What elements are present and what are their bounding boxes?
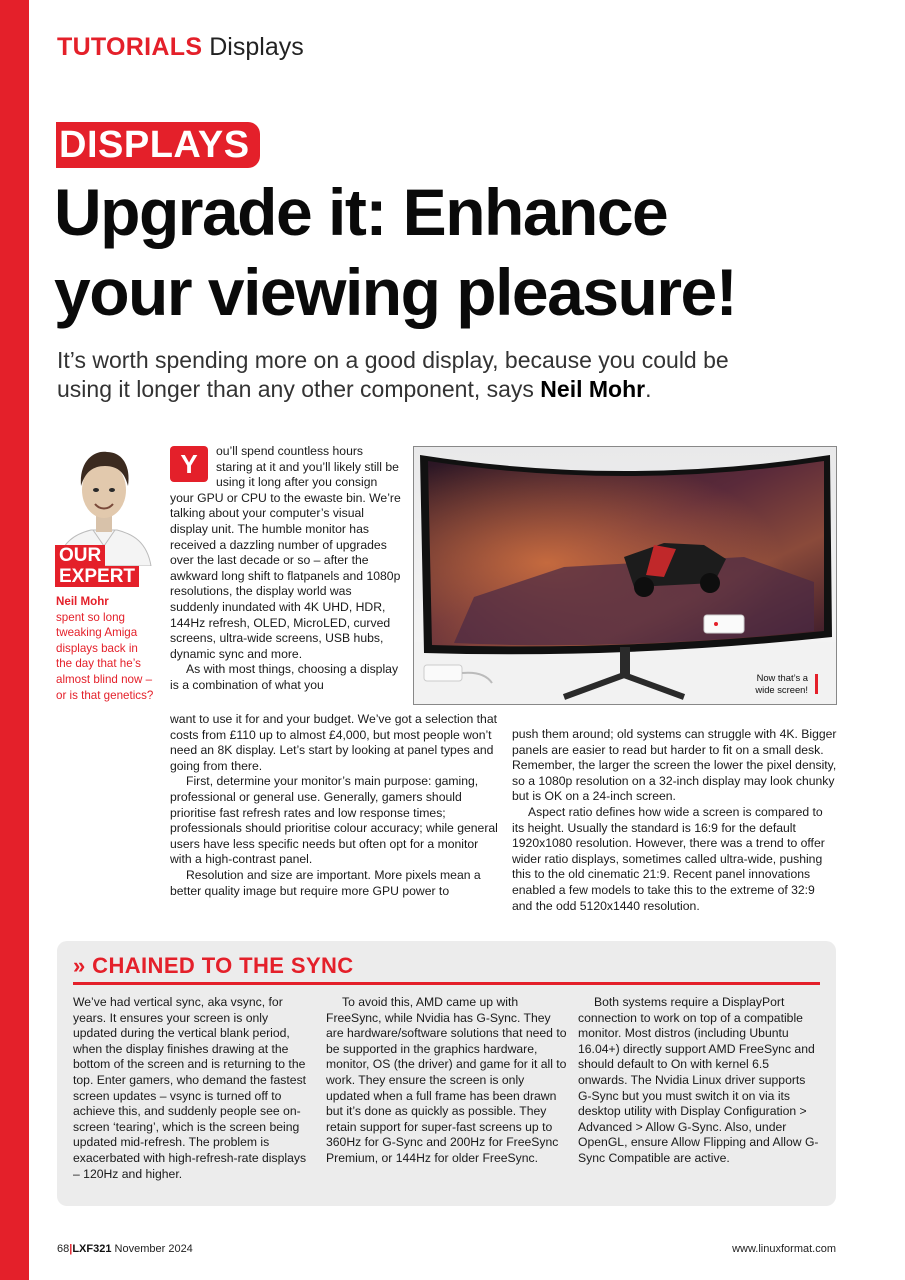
article-paragraph-2-start: As with most things, choosing a display is a combination of what you xyxy=(170,662,399,692)
boxout-paragraph-2: To avoid this, AMD came up with FreeSync, while Nvidia has G-Sync. They are hardware/software solutions that need to be supported in the graphics hardware, monitor, OS (the driver) and game for it all to work. They ensure the screen is only updated when a full frame has been drawn but it’s done as quickly as possible. They retain support for super-fast screens up to 360Hz for G-Sync and 200Hz for FreeSync Premium, or 144Hz for older FreeSync. xyxy=(326,995,567,1165)
article-paragraph-3: First, determine your monitor’s main purpose: gaming, professional or general use. Generally, gamers should prioritise fast refresh rates and low response times; professionals should prioritise colour accuracy; while general users have less specific needs but often opt for a monitor with a high-contrast panel. xyxy=(170,774,498,867)
expert-name: Neil Mohr xyxy=(56,595,109,608)
boxout-column-3 xyxy=(578,995,820,1167)
issue-number: LXF321 xyxy=(72,1243,112,1255)
footer-separator: | xyxy=(69,1243,73,1255)
section-topic: Displays xyxy=(209,33,304,61)
boxout-column-1 xyxy=(73,995,315,1182)
caption-accent-bar xyxy=(815,674,818,694)
expert-badge xyxy=(55,545,139,587)
boxout-rule xyxy=(73,982,820,985)
article-column-2 xyxy=(170,712,500,899)
section-header xyxy=(57,32,304,62)
boxout-paragraph-1: We’ve had vertical sync, aka vsync, for years. It ensures your screen is only updated during the vertical blank period, when the display finishes drawing at the bottom of the screen and is returning to the top. Enter gamers, who demand the fastest screen updates – vsync is turned off to achieve this, and suddenly people see on-screen ‘tearing’, which is the screen being updated mid-refresh. The problem is exacerbated with high-refresh-rate displays – 120Hz and higher. xyxy=(73,995,307,1181)
expert-badge-line-1: OUR xyxy=(55,545,105,566)
title-line-2: your viewing pleasure! xyxy=(54,255,737,329)
photo-caption xyxy=(755,672,808,696)
kicker-label: DISPLAYS xyxy=(56,122,260,168)
expert-bio-text: spent so long tweaking Amiga displays back in the day that he’s almost blind now – or is that genetics? xyxy=(56,610,154,702)
expert-bio xyxy=(56,594,156,703)
boxout-title xyxy=(73,953,354,979)
standfirst xyxy=(57,346,757,404)
page-number: 68 xyxy=(57,1243,70,1255)
curved-monitor-illustration xyxy=(414,447,837,705)
footer-folio xyxy=(57,1243,193,1255)
article-column-3 xyxy=(512,727,837,914)
article-paragraph-4: Resolution and size are important. More pixels mean a better quality image but require more GPU power to xyxy=(170,867,481,898)
standfirst-text: It’s worth spending more on a good display, because you could be using it longer than any other component, says xyxy=(57,347,729,402)
title-line-1: Upgrade it: Enhance xyxy=(54,175,668,249)
article-paragraph-2-end: want to use it for and your budget. We’ve got a selection that costs from £110 up to almost £4,000, but most people won’t need an 8K display. Let’s start by looking at panel types and going from there. xyxy=(170,712,498,773)
footer-url: www.linuxformat.com xyxy=(732,1243,836,1255)
caption-line-1: Now that’s a xyxy=(756,672,808,683)
expert-badge-line-2: EXPERT xyxy=(55,566,139,587)
standfirst-author: Neil Mohr xyxy=(540,376,646,402)
article-paragraph-4-cont: push them around; old systems can struggle with 4K. Bigger panels are easier to read but harder to fit on a small desk. Remember, the larger the screen the lower the pixel density, so a 1080p resolution on a 32-inch display may look chunky but is OK on a 24-inch screen. xyxy=(512,727,837,804)
page-title xyxy=(54,172,894,332)
article-paragraph-1: ou’ll spend countless hours staring at it and you’ll likely still be using it long after you consign your GPU or CPU to the ewaste bin. We’re talking about your computer’s visual display unit. The humble monitor has received a dazzling number of upgrades over the last decade or so – after the awkward long shift to flatpanels and 1080p resolutions, the display world was suddenly inundated with 4K UHD, HDR, 144Hz refresh, OLED, MicroLED, curved screens, ultra-wide screens, USB hubs, dynamic sync and more. xyxy=(170,444,401,661)
dropcap: Y xyxy=(170,446,208,482)
monitor-photo xyxy=(413,446,837,705)
boxout-panel xyxy=(57,941,836,1206)
standfirst-end: . xyxy=(645,376,652,402)
caption-line-2: wide screen! xyxy=(755,684,808,695)
boxout-column-2 xyxy=(326,995,568,1167)
boxout-paragraph-3: Both systems require a DisplayPort connection to work on top of a compatible monitor. Most distros (including Ubuntu 16.04+) directly support AMD FreeSync and should default to On with kernel 6.5 onwards. The Nvidia Linux driver supports G-Sync but you must switch it on via its desktop utility with Display Configuration > Advanced > Allow G-Sync. Also, under OpenGL, ensure Allow Flipping and Allow G-Sync Compatible are active. xyxy=(578,995,819,1165)
chevron-right-icon: » xyxy=(73,953,86,978)
boxout-title-text: CHAINED TO THE SYNC xyxy=(92,953,354,978)
article-column-1 xyxy=(170,444,402,694)
issue-date: November 2024 xyxy=(114,1243,193,1255)
article-paragraph-5: Aspect ratio defines how wide a screen is compared to its height. Usually the standard is 16:9 for the default 1920x1080 resolution. However, there was a trend to offer wider ratio displays, sometimes called ultra-wide, pushing this to the old cinematic 21:9. Recent panel innovations enabled a few models to take this to the extreme of 32:9 and the odd 5120x1440 resolution. xyxy=(512,804,825,913)
section-label: TUTORIALS xyxy=(57,33,203,61)
page-edge-bar xyxy=(0,0,29,1280)
